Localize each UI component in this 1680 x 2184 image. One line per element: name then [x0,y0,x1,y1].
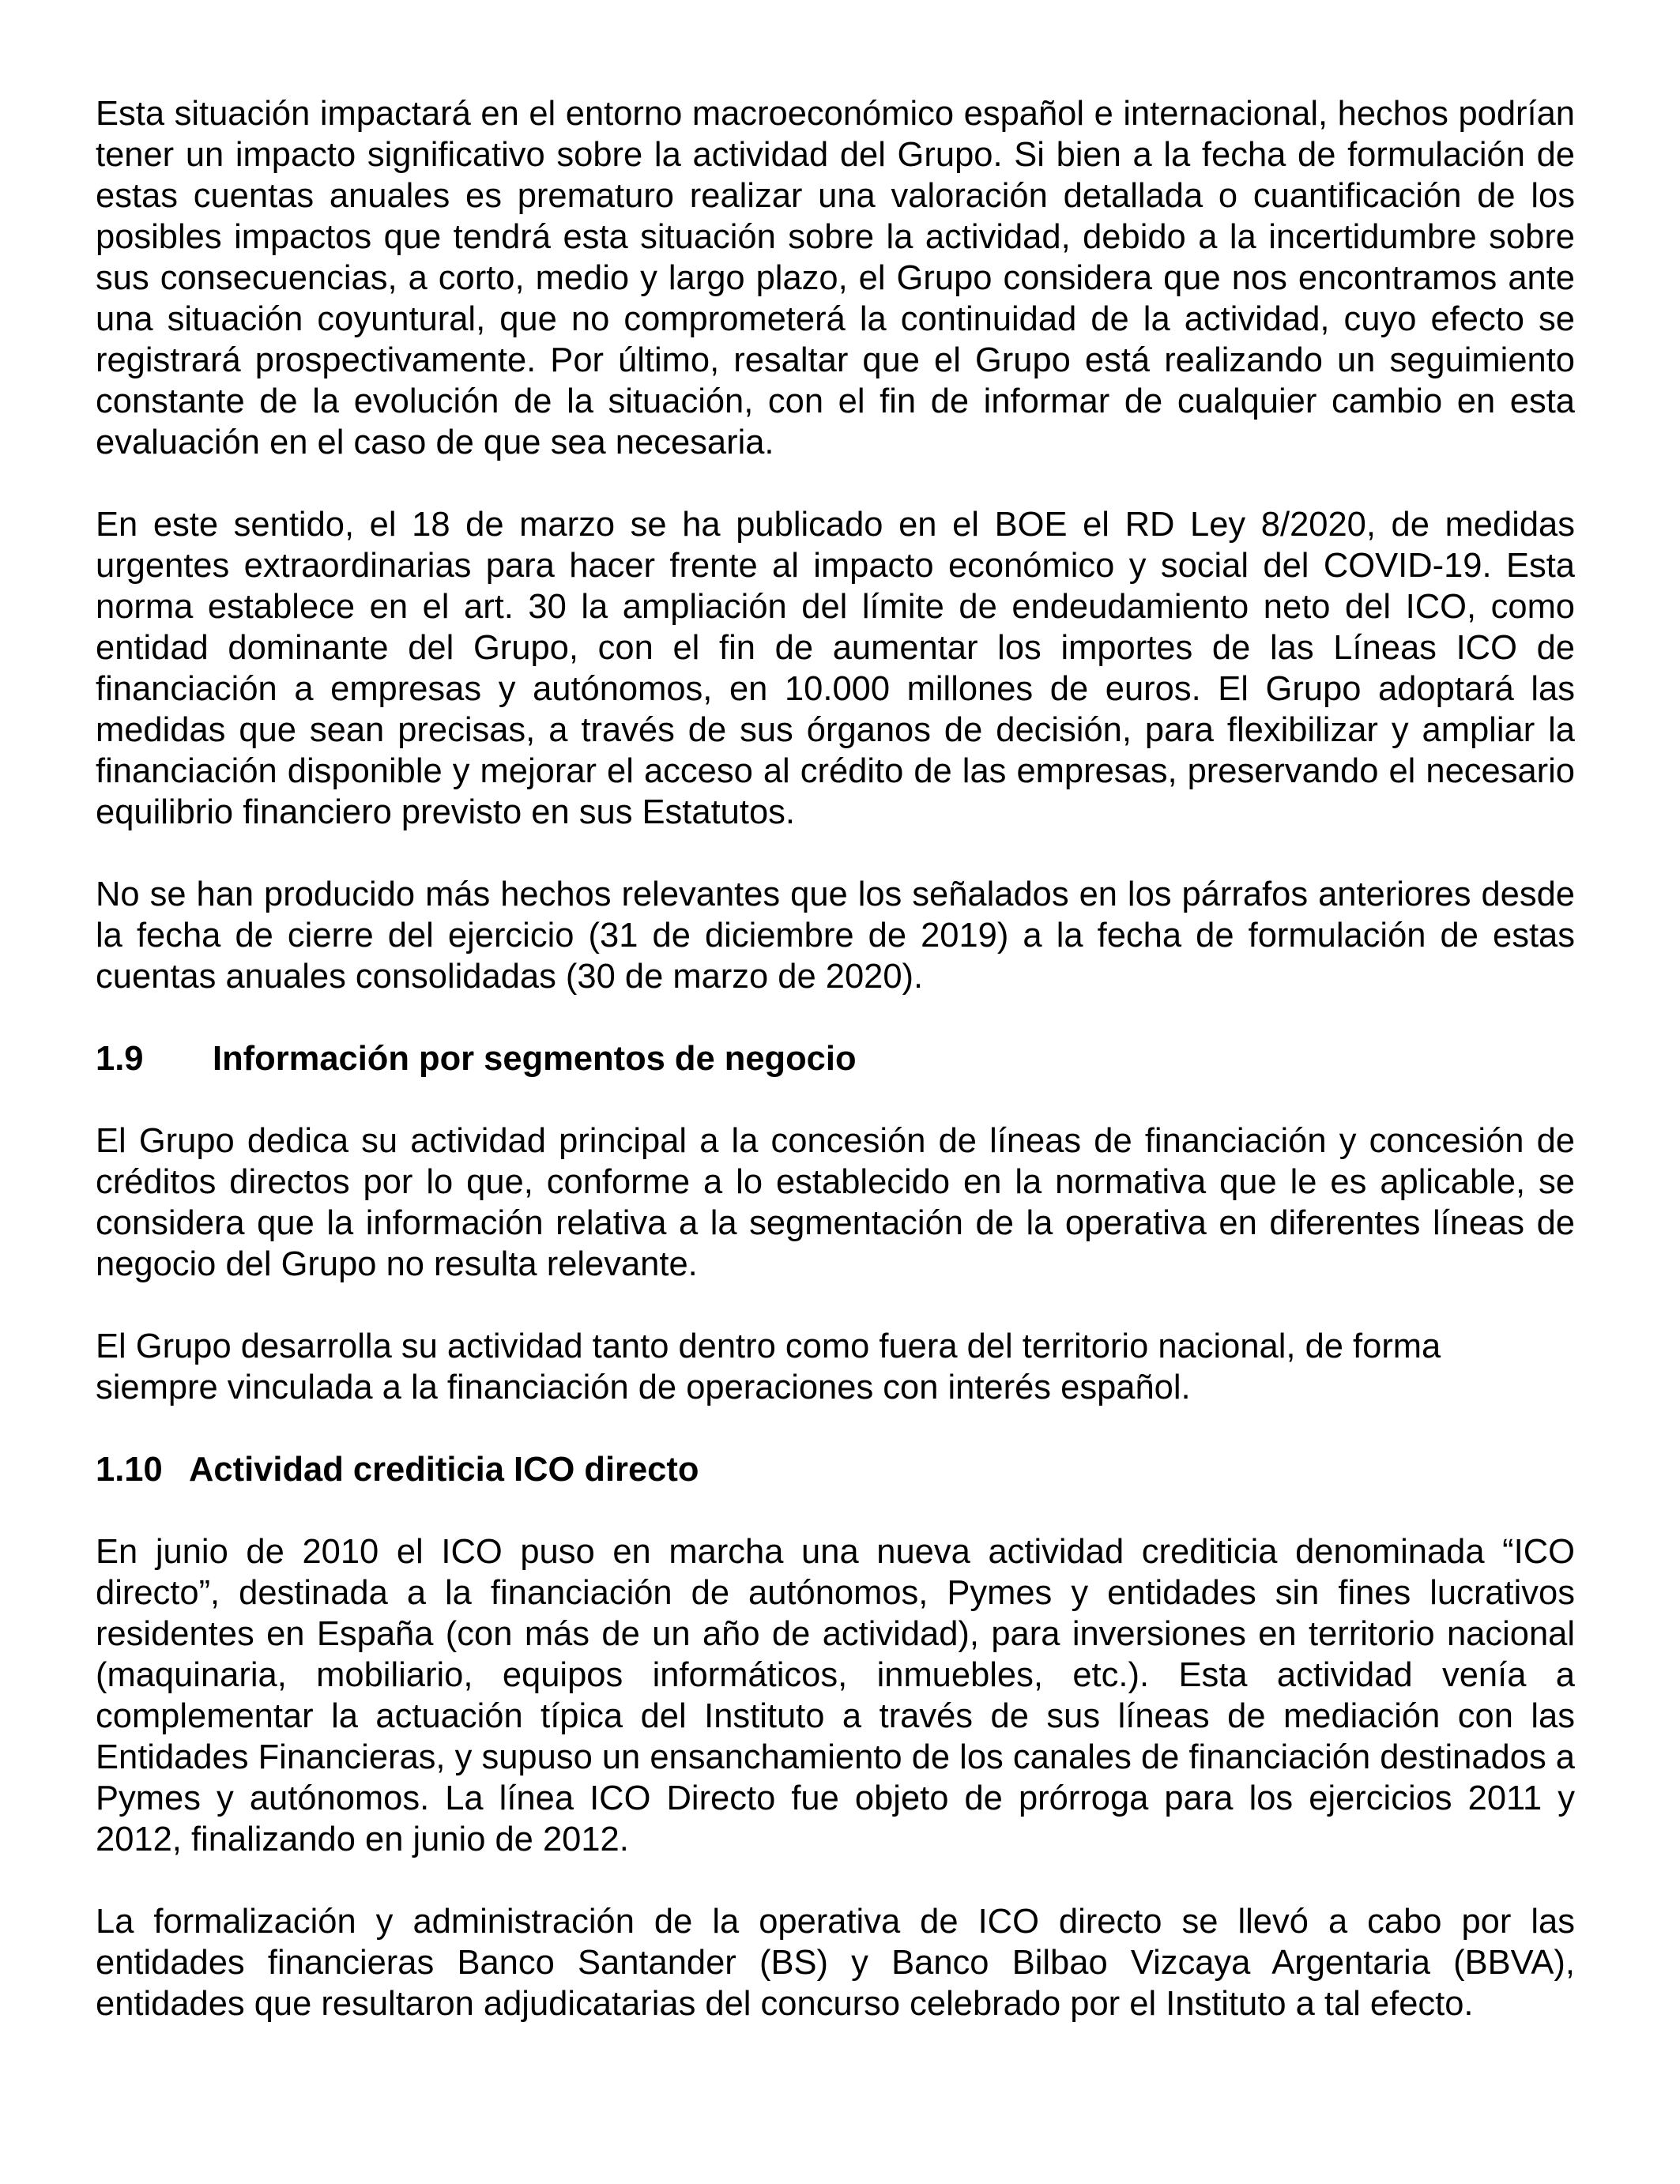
document-page [96,93,1575,2065]
paragraph-segments: El Grupo dedica su actividad principal a la concesión de líneas de financiación y concesión de créditos directos por lo que, conforme a lo establecido en la normativa que le es aplicable, se considera que la información relativa a la segmentación de la operativa en diferentes líneas de negocio del Grupo no resulta relevante. [96,1122,1575,1283]
section-title: Actividad crediticia ICO directo [189,1451,699,1489]
paragraph-covid-impact: Esta situación impactará en el entorno macroeconómico español e internacional, hechos podrían tener un impacto significativo sobre la actividad del Grupo. Si bien a la fecha de formulación de estas cuentas anuales es prematuro realizar una valoración detallada o cuantificación de los posibles impactos que tendrá esta situación sobre la actividad, debido a la incertidumbre sobre sus consecuencias, a corto, medio y largo plazo, el Grupo considera que nos encontramos ante una situación coyuntural, que no comprometerá la continuidad de la actividad, cuyo efecto se registrará prospectivamente. Por último, resaltar que el Grupo está realizando un seguimiento constante de la evolución de la situación, con el fin de informar de cualquier cambio en esta evaluación en el caso de que sea necesaria. [96,95,1575,461]
section-heading-1-10 [96,1449,1575,1490]
section-title: Información por segmentos de negocio [213,1040,857,1078]
paragraph-no-more-events: No se han producido más hechos relevantes que los señalados en los párrafos anteriores desde la fecha de cierre del ejercicio (31 de diciembre de 2019) a la fecha de formulación de estas cuentas anuales consolidadas (30 de marzo de 2020). [96,875,1575,996]
paragraph-formalizacion: La formalización y administración de la operativa de ICO directo se llevó a cabo por las entidades financieras Banco Santander (BS) y Banco Bilbao Vizcaya Argentaria (BBVA), entidades que resultaron adjudicatarias del concurso celebrado por el Instituto a tal efecto. [96,1903,1575,2023]
paragraph-territory: El Grupo desarrolla su actividad tanto dentro como fuera del territorio nacional, de forma siempre vinculada a la financiación de operaciones con interés español. [96,1327,1441,1406]
paragraph-rd-ley: En este sentido, el 18 de marzo se ha publicado en el BOE el RD Ley 8/2020, de medidas urgentes extraordinarias para hacer frente al impacto económico y social del COVID-19. Esta norma establece en el art. 30 la ampliación del límite de endeudamiento neto del ICO, como entidad dominante del Grupo, con el fin de aumentar los importes de las Líneas ICO de financiación a empresas y autónomos, en 10.000 millones de euros. El Grupo adoptará las medidas que sean precisas, a través de sus órganos de decisión, para flexibilizar y ampliar la financiación disponible y mejorar el acceso al crédito de las empresas, preservando el necesario equilibrio financiero previsto en sus Estatutos. [96,506,1575,831]
section-heading-1-9 [96,1038,1575,1079]
section-number: 1.10 [96,1451,163,1489]
paragraph-ico-directo: En junio de 2010 el ICO puso en marcha una nueva actividad crediticia denominada “ICO directo”, destinada a la financiación de autónomos, Pymes y entidades sin fines lucrativos residentes en España (con más de un año de actividad), para inversiones en territorio nacional (maquinaria, mobiliario, equipos informáticos, inmuebles, etc.). Esta actividad venía a complementar la actuación típica del Instituto a través de sus líneas de mediación con las Entidades Financieras, y supuso un ensanchamiento de los canales de financiación destinados a Pymes y autónomos. La línea ICO Directo fue objeto de prórroga para los ejercicios 2011 y 2012, finalizando en junio de 2012. [96,1533,1575,1858]
section-number: 1.9 [96,1040,144,1078]
